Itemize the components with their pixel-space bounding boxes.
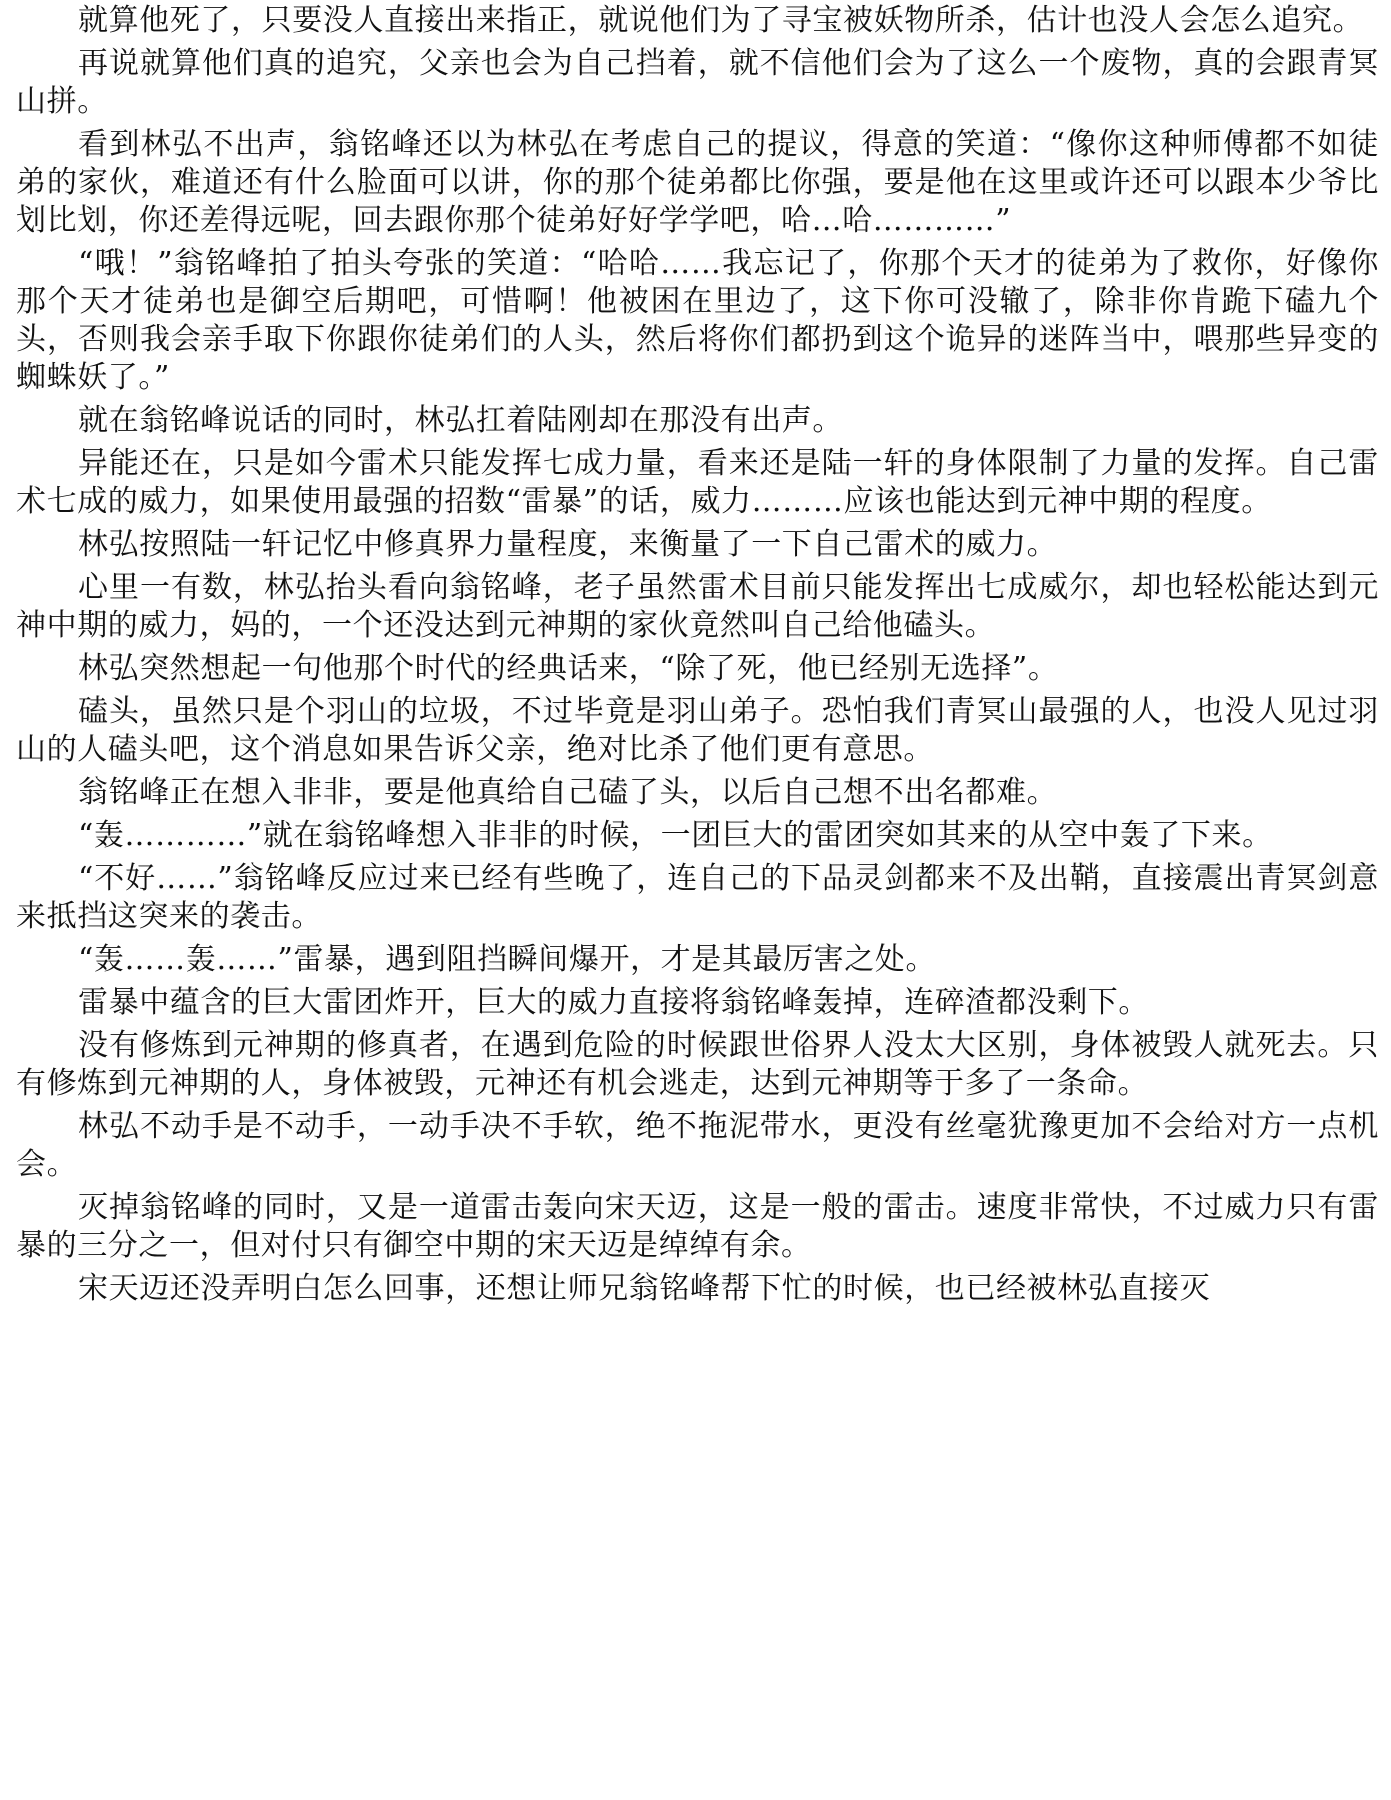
paragraph-7: 林弘按照陆一轩记忆中修真界力量程度，来衡量了一下自己雷术的威力。: [78, 527, 1058, 562]
paragraph-3: 看到林弘不出声，翁铭峰还以为林弘在考虑自己的提议，得意的笑道：“像你这种师傅都不如徒弟的家伙，难道还有什么脸面可以讲，你的那个徒弟都比你强，要是他在这里或许还可以跟本少爷比划比划，你还差得远呢，回去跟你那个徒弟好好学学吧，哈…哈…………”: [16, 127, 1379, 238]
paragraph-5: 就在翁铭峰说话的同时，林弘扛着陆刚却在那没有出声。: [78, 403, 843, 438]
paragraph-11: 翁铭峰正在想入非非，要是他真给自己磕了头，以后自己想不出名都难。: [78, 775, 1058, 810]
paragraph-2: 再说就算他们真的追究，父亲也会为自己挡着，就不信他们会为了这么一个废物，真的会跟青冥山拼。: [16, 46, 1379, 119]
paragraph-8: 心里一有数，林弘抬头看向翁铭峰，老子虽然雷术目前只能发挥出七成威尔，却也轻松能达到元神中期的威力，妈的，一个还没达到元神期的家伙竟然叫自己给他磕头。: [16, 570, 1379, 643]
paragraph-18: 灭掉翁铭峰的同时，又是一道雷击轰向宋天迈，这是一般的雷击。速度非常快，不过威力只有雷暴的三分之一，但对付只有御空中期的宋天迈是绰绰有余。: [16, 1190, 1379, 1263]
paragraph-19: 宋天迈还没弄明白怎么回事，还想让师兄翁铭峰帮下忙的时候，也已经被林弘直接灭: [78, 1271, 1211, 1306]
paragraph-14: “轰……轰……”雷暴，遇到阻挡瞬间爆开，才是其最厉害之处。: [78, 942, 937, 977]
paragraph-12: “轰…………”就在翁铭峰想入非非的时候，一团巨大的雷团突如其来的从空中轰了下来。: [78, 818, 1273, 853]
paragraph-13: “不好……”翁铭峰反应过来已经有些晚了，连自己的下品灵剑都来不及出鞘，直接震出青冥剑意来抵挡这突来的袭击。: [16, 861, 1379, 934]
paragraph-6: 异能还在，只是如今雷术只能发挥七成力量，看来还是陆一轩的身体限制了力量的发挥。自己雷术七成的威力，如果使用最强的招数“雷暴”的话，威力………应该也能达到元神中期的程度。: [16, 446, 1379, 519]
paragraph-15: 雷暴中蕴含的巨大雷团炸开，巨大的威力直接将翁铭峰轰掉，连碎渣都没剩下。: [78, 985, 1149, 1020]
paragraph-1: 就算他死了，只要没人直接出来指正，就说他们为了寻宝被妖物所杀，估计也没人会怎么追究。: [78, 3, 1364, 38]
paragraph-10: 磕头，虽然只是个羽山的垃圾，不过毕竟是羽山弟子。恐怕我们青冥山最强的人，也没人见过羽山的人磕头吧，这个消息如果告诉父亲，绝对比杀了他们更有意思。: [16, 694, 1379, 767]
paragraph-9: 林弘突然想起一句他那个时代的经典话来，“除了死，他已经别无选择”。: [78, 651, 1059, 686]
paragraph-4: “哦！”翁铭峰拍了拍头夸张的笑道：“哈哈……我忘记了，你那个天才的徒弟为了救你，好像你那个天才徒弟也是御空后期吧，可惜啊！他被困在里边了，这下你可没辙了，除非你肯跪下磕九个头，否则我会亲手取下你跟你徒弟们的人头，然后将你们都扔到这个诡异的迷阵当中，喂那些异变的蜘蛛妖了。”: [16, 246, 1379, 395]
paragraph-16: 没有修炼到元神期的修真者，在遇到危险的时候跟世俗界人没太大区别，身体被毁人就死去。只有修炼到元神期的人，身体被毁，元神还有机会逃走，达到元神期等于多了一条命。: [16, 1028, 1379, 1101]
paragraph-17: 林弘不动手是不动手，一动手决不手软，绝不拖泥带水，更没有丝毫犹豫更加不会给对方一点机会。: [16, 1109, 1379, 1182]
